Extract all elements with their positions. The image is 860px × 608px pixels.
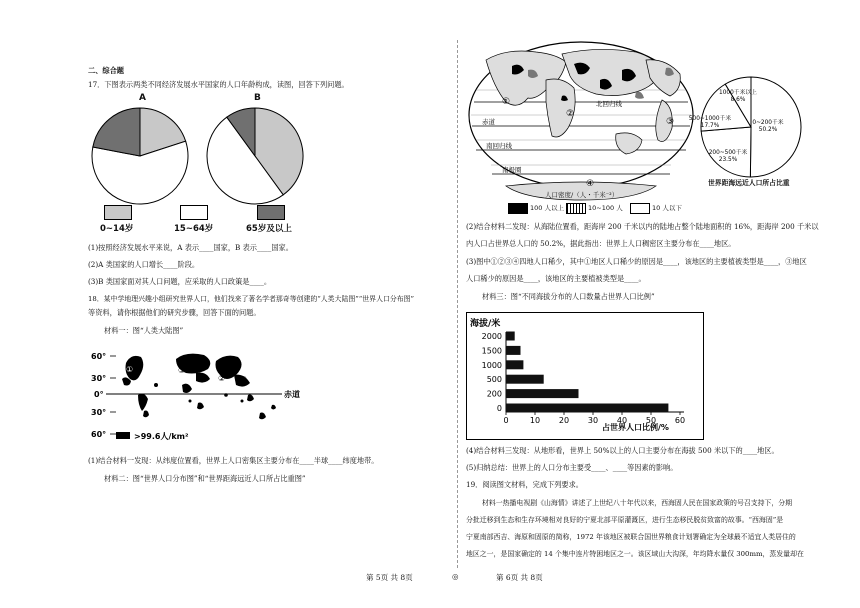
density-label-high: 100 人以上 [530,204,564,212]
chart-b-label: B [254,93,261,103]
section-title: 二、综合题 [88,66,124,75]
sea-distance-pie-chart [688,72,806,182]
equator-label: 赤道 [284,390,300,399]
world-map-marker-4: ④ [586,179,595,189]
q19-line-2: 分批迁移到生态和生存环境相对良好的宁夏北部平原灌溉区，进行生态移民脱贫致富的故事。“西海固”是 [466,516,784,524]
material2-title: 材料二：图“世界人口分布图”和“世界距海远近人口所占比重图” [104,474,306,483]
map-marker-4: ④ [240,375,248,384]
map-marker-2: ② [218,374,226,383]
bar-y-tick-500: 500 [486,375,502,385]
world-map-marker-1: ① [502,97,511,107]
equator-label-map: 赤道 [482,118,495,126]
sea-pie-pct-2: 23.5% [718,157,738,163]
legend-swatch-working [180,205,208,220]
q19-line-3: 宁夏南部西吉、海原和固原的简称，1972 年该地区被联合国世界粮食计划署确定为全球最不适宜人类居住的 [466,533,796,541]
chart-a-label: A [139,93,146,103]
bar-x-tick-0: 0 [503,416,509,425]
sub3-line2: 人口稀少的原因是____，该地区的主要植被类型是____。 [466,274,646,283]
bar-200 [506,389,579,398]
bar-2000 [506,332,515,341]
bar-y-tick-0: 0 [496,404,502,413]
q19-line-4: 地区之一，是国家确定的 14 个集中连片特困地区之一。该区域山大沟深，年均降水量仅 300mm，蒸发量却在 [466,550,804,558]
legend-swatch-young [104,205,132,220]
density-label-mid: 10~100 人 [588,204,623,212]
sub2-line1: (2)结合材料二发现：从海陆位置看，距海岸 200 千米以内的陆地占整个陆地面积的 16%，距海岸 200 千米以 [466,222,819,231]
lat-label-60n: 60° [91,352,107,361]
pie-chart-b [203,104,307,208]
world-map-marker-3: ③ [666,117,675,127]
sea-pie-label-4: 1000千米以上 [719,90,757,96]
density-swatch-high [508,203,528,214]
sea-pie-label-3: 500~1000千米 [688,116,732,122]
bar-y-tick-200: 200 [486,389,502,399]
q19-stem: 19．阅读图文材料，完成下列要求。 [466,480,583,489]
q17-sub1: (1)按照经济发展水平来说，A 表示____国家，B 表示____国家。 [88,243,293,252]
q17-sub3: (3)B 类国家面对其人口问题，应采取的人口政策是____。 [88,277,272,286]
bar-x-tick-20: 20 [558,416,570,425]
right-page [430,0,860,608]
q18-stem-line2: 等资料，请你根据他们的研究步骤，回答下面的问题。 [88,308,261,317]
map-legend-swatch [116,432,130,439]
legend-label-young: 0~14岁 [100,224,134,234]
sub5: (5)归纳总结：世界上的人口分布主要受____、____等因素的影响。 [466,463,678,472]
bar-500 [506,375,544,384]
footer-left-page-number: 第 5页 共 8页 [366,573,413,582]
bar-x-tick-50: 50 [645,416,657,425]
material3-title: 材料三：图“不同海拔分布的人口数量占世界人口比例” [482,292,655,301]
density-swatch-mid [566,203,586,214]
density-swatch-low [630,203,650,214]
world-population-map [466,40,696,210]
q17-sub2: (2)A 类国家的人口增长____阶段。 [88,260,200,269]
bar-0 [506,404,668,413]
q19-line-1: 材料一热播电视剧《山海情》讲述了上世纪八十年代以来，西海固人民在国家政策的号召支持下，分期 [482,499,793,507]
sea-pie-pct-3: 17.7% [700,123,720,129]
legend-swatch-old [257,205,285,220]
q18-stem-line1: 18．某中学地理兴趣小组研究世界人口，他们找来了著名学者那奇等创建的“人类大陆图”“世界人口分布图” [88,295,415,303]
sea-pie-label-2: 200~500千米 [708,150,748,156]
density-label-low: 10 人以下 [652,204,682,212]
bar-x-tick-30: 30 [587,416,599,425]
map-marker-3: ③ [178,366,186,375]
altitude-bar-chart [466,312,704,440]
bar-y-tick-1000: 1000 [481,360,502,370]
map-marker-1: ① [126,365,134,374]
sub3-line1: (3)图中①②③④四地人口稀少，其中①地区人口稀少的原因是____，该地区的主要植被类型是____，③地区 [466,257,807,266]
tropic-south-label: 南回归线 [486,142,512,150]
lat-label-30n: 30° [91,374,107,383]
bar-y-tick-2000: 2000 [481,332,502,341]
legend-label-old: 65岁及以上 [246,224,292,234]
sub4: (4)结合材料三发现：从地形看，世界上 50%以上的人口主要分布在海拔 500 米以下的____地区。 [466,446,779,455]
human-continent-map [86,345,301,450]
sub2-line2: 内人口占世界总人口的 50.2%，据此指出：世界上人口稠密区主要分布在____地区。 [466,239,736,248]
bar-1000 [506,360,523,369]
bar-x-tick-40: 40 [616,416,628,425]
density-legend-title: 人口密度/（人・千米⁻²） [545,191,619,199]
sea-pie-label-1: 0~200千米 [752,120,784,126]
sea-pie-title: 世界距海远近人口所占比重 [708,179,790,187]
material1-title: 材料一：图“人类大陆图” [104,326,184,335]
map-legend-label: >99.6人/km² [134,432,189,441]
lat-label-30s: 30° [91,408,107,417]
bar-x-tick-60: 60 [674,416,686,425]
tropic-north-label: 北回归线 [596,100,622,108]
bar-y-label: 海拔/米 [470,319,501,329]
sea-pie-pct-1: 50.2% [758,127,778,133]
lat-label-0: 0° [94,390,104,399]
footer-center-mark: ◎ [452,572,459,581]
legend-label-working: 15~64岁 [174,224,214,234]
pie-a-slice-3 [93,108,140,156]
world-map-marker-2: ② [566,109,575,119]
q17-stem: 17．下图表示两类不同经济发展水平国家的人口年龄构成，读图，回答下列问题。 [88,80,349,89]
sea-pie-pct-4: 8.6% [730,97,746,103]
bar-y-tick-1500: 1500 [481,346,502,356]
lat-label-60s: 60° [91,430,107,439]
pie-chart-a [88,104,192,208]
bar-x-tick-10: 10 [529,416,541,425]
q18-sub1: (1)结合材料一发现：从纬度位置看，世界上人口密集区主要分布在____半球____纬度地带。 [88,456,379,465]
bar-x-label: 占世界人口比例/% [602,423,669,432]
bar-1500 [506,346,521,355]
footer-right-page-number: 第 6页 共 8页 [496,573,543,582]
antarctic-label: 南极圈 [502,166,522,174]
